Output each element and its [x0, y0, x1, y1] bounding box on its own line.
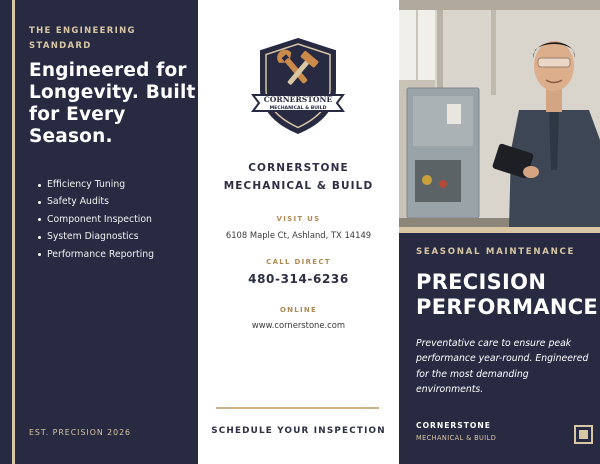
promo-description: Preventative care to ensure peak performance year-round. Engineered for the most demanding environments.: [416, 338, 589, 396]
phone-number[interactable]: 480-314-6236: [248, 272, 349, 286]
schedule-cta[interactable]: SCHEDULE YOUR INSPECTION: [211, 426, 386, 436]
company-logo: [251, 37, 345, 135]
photo-divider: [399, 227, 600, 233]
service-item: Efficiency Tuning: [38, 176, 154, 193]
call-label: CALL DIRECT: [266, 258, 331, 266]
headline: Engineered for Longevity. Built for Every Season.: [29, 60, 196, 147]
tagline: THE ENGINEERING STANDARD: [29, 26, 136, 51]
footer-brand: CORNERSTONE: [416, 421, 491, 430]
center-panel: [198, 0, 399, 464]
visit-label: VISIT US: [276, 215, 321, 223]
section-eyebrow: SEASONAL MAINTENANCE: [416, 247, 576, 257]
services-list: [38, 176, 154, 263]
company-name: [198, 159, 399, 195]
address: 6108 Maple Ct, Ashland, TX 14149: [225, 230, 372, 240]
footer-brand-sub: MECHANICAL & BUILD: [416, 434, 497, 442]
company-name-line2: MECHANICAL & BUILD: [223, 180, 374, 192]
accent-rule: [12, 0, 15, 464]
logo-text-line2: MECHANICAL & BUILD: [269, 106, 327, 111]
promo-title-line2: PERFORMANCE: [416, 295, 599, 319]
square-mark-icon: [574, 425, 593, 444]
logo-text-line1: CORNERSTONE: [263, 95, 333, 104]
website-link[interactable]: www.cornerstone.com: [251, 320, 346, 330]
service-item: System Diagnostics: [38, 228, 154, 245]
service-item: Component Inspection: [38, 211, 154, 228]
divider: [216, 407, 379, 409]
service-item: Safety Audits: [38, 193, 154, 210]
established-label: EST. PRECISION 2026: [29, 428, 131, 437]
promo-title-line1: PRECISION: [416, 270, 547, 294]
company-name-line1: CORNERSTONE: [248, 162, 349, 174]
online-label: ONLINE: [279, 306, 318, 314]
left-panel: [0, 0, 198, 464]
technician-with-tablet-photo: [399, 0, 600, 227]
service-item: Performance Reporting: [38, 246, 154, 263]
right-panel: [399, 0, 600, 464]
promo-title: [416, 270, 600, 320]
